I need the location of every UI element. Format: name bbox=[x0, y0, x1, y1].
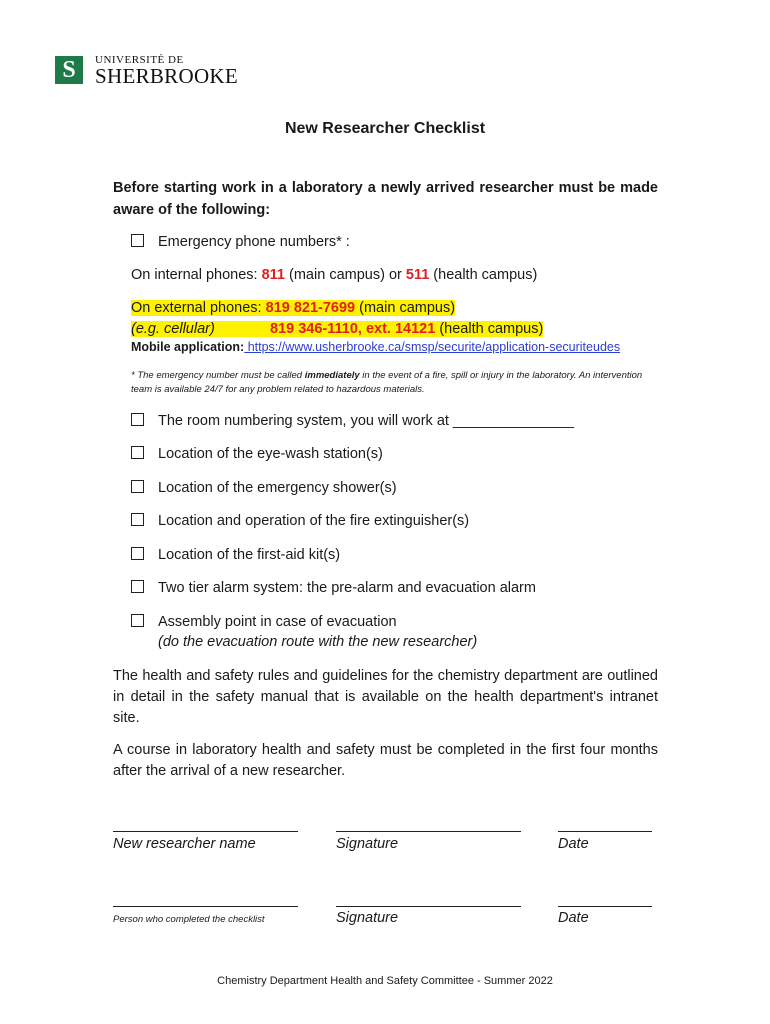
logo-s-icon: S bbox=[55, 56, 83, 84]
checkbox-icon[interactable] bbox=[131, 614, 144, 627]
signature-line[interactable] bbox=[113, 831, 298, 832]
internal-health-label: (health campus) bbox=[429, 267, 538, 283]
note-text-2: in the event of a fire, spill or injury in the laboratory. An intervention team is available 24/7 for any problem related to hazardous materials. bbox=[131, 370, 643, 395]
signature-line[interactable] bbox=[558, 906, 652, 907]
completer-label: Person who completed the checklist bbox=[113, 914, 265, 925]
checklist-item bbox=[131, 478, 397, 498]
checklist-item-label: Location of the emergency shower(s) bbox=[158, 480, 397, 496]
intro-text: Before starting work in a laboratory a newly arrived researcher must be made aware of the following: bbox=[113, 180, 658, 218]
course-paragraph: A course in laboratory health and safety must be completed in the first four months after the arrival of a new researcher. bbox=[113, 742, 658, 779]
signature-label: Signature bbox=[336, 910, 399, 926]
mobile-app-link[interactable]: https://www.usherbrooke.ca/smsp/securite/application-securiteudes bbox=[244, 340, 621, 354]
cellular-line bbox=[131, 319, 543, 339]
new-researcher-name-label: New researcher name bbox=[113, 836, 256, 852]
checklist-item-label: Location of the first-aid kit(s) bbox=[158, 547, 341, 563]
external-health-number: 819 346-1110, ext. 14121 bbox=[270, 321, 436, 337]
mobile-app-label: Mobile application bbox=[131, 340, 241, 354]
checklist-item-label: Emergency phone numbers* : bbox=[158, 234, 350, 250]
checkbox-icon[interactable] bbox=[131, 580, 144, 593]
internal-main-number: 811 bbox=[261, 267, 285, 283]
external-phones-label: On external phones: bbox=[131, 300, 266, 316]
external-main-label: (main campus) bbox=[355, 300, 456, 316]
university-logo bbox=[55, 52, 255, 86]
internal-phones-label: On internal phones: bbox=[131, 267, 262, 283]
internal-main-label: (main campus) or bbox=[285, 267, 406, 283]
checklist-item bbox=[131, 578, 536, 598]
checklist-item-label: Location and operation of the fire extinguisher(s) bbox=[158, 513, 470, 529]
checkbox-icon[interactable] bbox=[131, 547, 144, 560]
mobile-app-colon: : bbox=[240, 340, 245, 354]
external-main-number: 819 821-7699 bbox=[265, 300, 356, 316]
internal-phones-line bbox=[131, 265, 537, 285]
checklist-item bbox=[131, 612, 397, 632]
checklist-item-emergency bbox=[131, 232, 350, 252]
mobile-app-line bbox=[131, 340, 620, 354]
checklist-item bbox=[131, 411, 574, 431]
signature-line[interactable] bbox=[336, 831, 521, 832]
checklist-item-label: Two tier alarm system: the pre-alarm and evacuation alarm bbox=[158, 580, 536, 596]
checkbox-icon[interactable] bbox=[131, 234, 144, 247]
checklist-item-label: Assembly point in case of evacuation bbox=[158, 614, 397, 630]
checkbox-icon[interactable] bbox=[131, 480, 144, 493]
note-text-1: * The emergency number must be called bbox=[131, 370, 305, 381]
emergency-note bbox=[131, 369, 651, 397]
note-bold: immediately bbox=[304, 370, 360, 381]
signature-line[interactable] bbox=[336, 906, 521, 907]
date-label: Date bbox=[558, 910, 589, 926]
checkbox-icon[interactable] bbox=[131, 413, 144, 426]
checklist-item bbox=[131, 545, 340, 565]
signature-label: Signature bbox=[336, 836, 399, 852]
external-phones-line bbox=[131, 298, 455, 318]
logo-main-text: SHERBROOKE bbox=[95, 64, 239, 88]
safety-manual-paragraph: The health and safety rules and guidelines for the chemistry department are outlined in detail in the safety manual that is available on the health department's intranet site. bbox=[113, 668, 658, 726]
checklist-item-label: Location of the eye-wash station(s) bbox=[158, 446, 383, 462]
date-label: Date bbox=[558, 836, 589, 852]
signature-line[interactable] bbox=[558, 831, 652, 832]
checkbox-icon[interactable] bbox=[131, 513, 144, 526]
logo-top-text: UNIVERSITÉ DE bbox=[95, 54, 184, 66]
signature-line[interactable] bbox=[113, 906, 298, 907]
page-footer: Chemistry Department Health and Safety Committee - Summer 2022 bbox=[217, 975, 553, 987]
checklist-item-label: The room numbering system, you will work at _______________ bbox=[158, 413, 574, 429]
cellular-label: (e.g. cellular) bbox=[131, 321, 215, 337]
checklist-item bbox=[131, 511, 469, 531]
assembly-note: (do the evacuation route with the new researcher) bbox=[158, 634, 478, 650]
checkbox-icon[interactable] bbox=[131, 446, 144, 459]
checklist-item bbox=[131, 444, 383, 464]
external-health-label: (health campus) bbox=[435, 321, 544, 337]
internal-health-number: 511 bbox=[405, 267, 430, 283]
page-title: New Researcher Checklist bbox=[284, 120, 486, 137]
